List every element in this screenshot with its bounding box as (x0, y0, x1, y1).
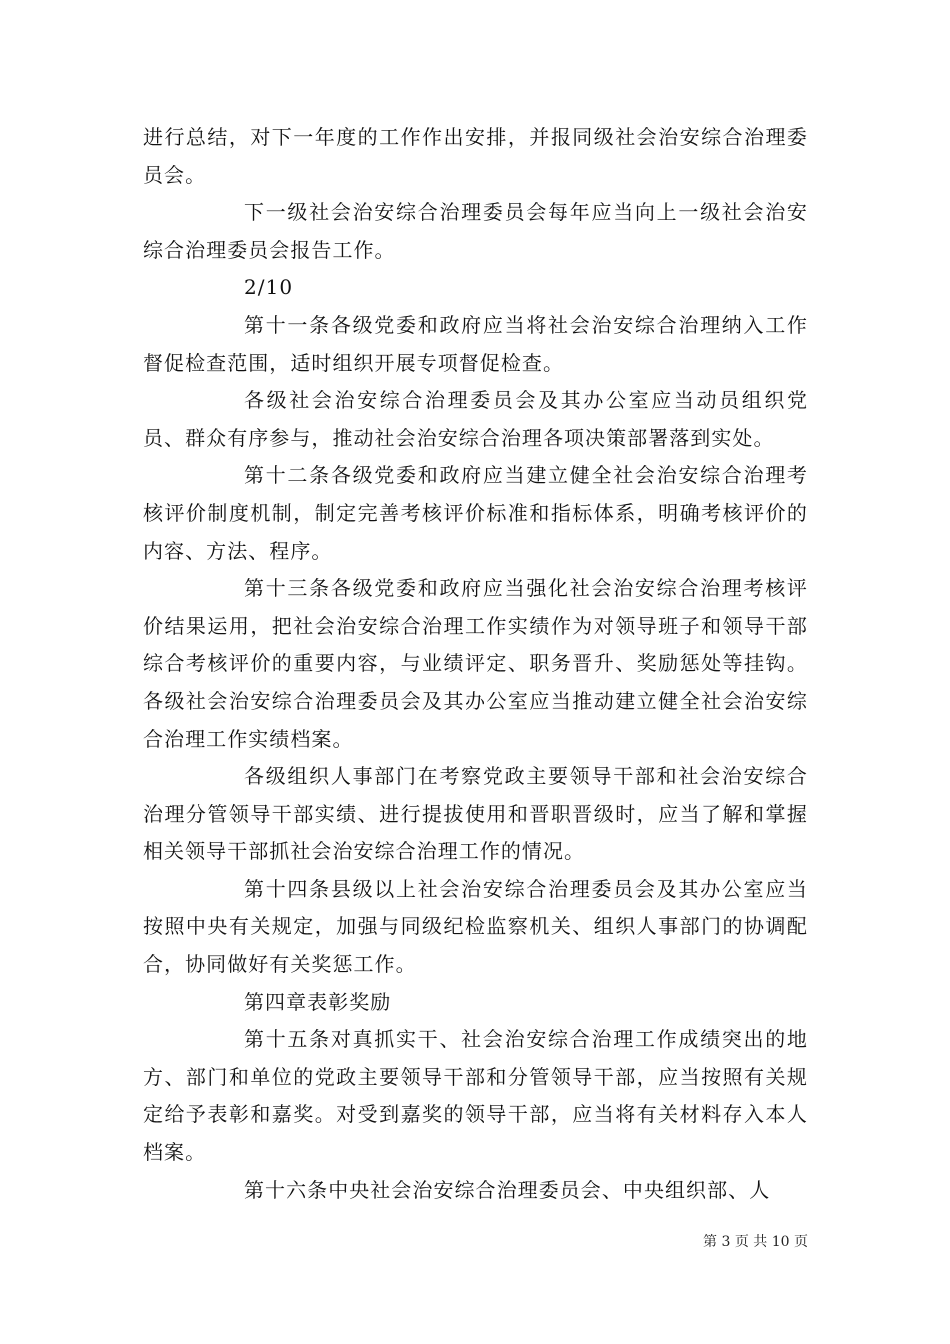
paragraph-article-16: 第十六条中央社会治安综合治理委员会、中央组织部、人 (244, 1177, 771, 1202)
chapter-heading: 第四章表彰奖励 (244, 989, 392, 1014)
paragraph-article-14: 第十四条县级以上社会治安综合治理委员会及其办公室应当按照中央有关规定，加强与同级纪检监察机关、组织人事部门的协调配合，协同做好有关奖惩工作。 (143, 876, 808, 977)
paragraph-report-work: 下一级社会治安综合治理委员会每年应当向上一级社会治安综合治理委员会报告工作。 (143, 200, 808, 262)
paragraph-personnel-departments: 各级组织人事部门在考察党政主要领导干部和社会治安综合治理分管领导干部实绩、进行提拔使用和晋职晋级时，应当了解和掌握相关领导干部抓社会治安综合治理工作的情况。 (143, 764, 808, 864)
paragraph-article-13: 第十三条各级党委和政府应当强化社会治安综合治理考核评价结果运用，把社会治安综合治理工作实绩作为对领导班子和领导干部综合考核评价的重要内容，与业绩评定、职务晋升、奖励惩处等挂钩。各级社会治安综合治理委员会及其办公室应当推动建立健全社会治安综合治理工作实绩档案。 (143, 576, 808, 751)
page-number-footer: 第 3 页 共 10 页 (703, 1234, 808, 1250)
document-body (143, 119, 808, 1209)
page-marker: 2/10 (244, 275, 294, 300)
paragraph-article-15: 第十五条对真抓实干、社会治安综合治理工作成绩突出的地方、部门和单位的党政主要领导干部和分管领导干部，应当按照有关规定给予表彰和嘉奖。对受到嘉奖的领导干部，应当将有关材料存入本人档案。 (143, 1027, 808, 1165)
paragraph-continuation: 进行总结，对下一年度的工作作出安排，并报同级社会治安综合治理委员会。 (143, 125, 808, 187)
paragraph-article-11: 第十一条各级党委和政府应当将社会治安综合治理纳入工作督促检查范围，适时组织开展专项督促检查。 (143, 312, 808, 375)
paragraph-mobilize-participation: 各级社会治安综合治理委员会及其办公室应当动员组织党员、群众有序参与，推动社会治安综合治理各项决策部署落到实处。 (143, 388, 808, 450)
paragraph-article-12: 第十二条各级党委和政府应当建立健全社会治安综合治理考核评价制度机制，制定完善考核评价标准和指标体系，明确考核评价的内容、方法、程序。 (143, 463, 808, 563)
